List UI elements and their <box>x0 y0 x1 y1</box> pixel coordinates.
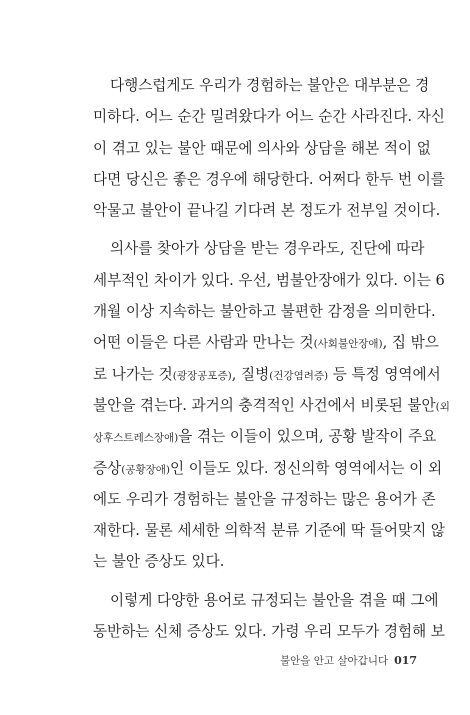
running-title: 불안을 안고 살아갑니다 <box>280 655 389 667</box>
text-line <box>93 421 437 452</box>
text-line: 재한다. 물론 세세한 의학적 분류 기준에 딱 들어맞지 않 <box>93 522 445 540</box>
text-line: 이 겪고 있는 불안 때문에 의사와 상담을 해본 적이 없 <box>93 139 431 157</box>
text-segment: , 집 밖으 <box>382 334 439 352</box>
text-line: 악물고 불안이 끝나길 기다려 본 정도가 전부일 것이다. <box>93 202 441 220</box>
text-segment: 등 특정 영역에서 <box>328 365 441 383</box>
text-line: 세부적인 차이가 있다. 우선, 범불안장애가 있다. 이는 6 <box>93 271 445 289</box>
text-line: 에도 우리가 경험하는 불안을 규정하는 많은 용어가 존 <box>93 490 436 508</box>
text-line <box>93 453 443 484</box>
text-line: 다면 당신은 좋은 경우에 해당한다. 어쩌다 한두 번 이를 <box>93 170 445 188</box>
text-segment: 로 나가는 것 <box>93 365 173 383</box>
text-line <box>93 327 439 358</box>
text-line: 다행스럽게도 우리가 경험하는 불안은 대부분은 경 <box>110 77 430 94</box>
diagnosis-note: (공황장애) <box>121 463 170 476</box>
text-segment: , 질병 <box>231 365 270 383</box>
text-line: 의사를 찾아가 상담을 받는 경우라도, 진단에 따라 <box>110 240 425 258</box>
diagnosis-note: (사회불안장애) <box>313 338 383 351</box>
text-line: 개월 이상 지속하는 불안하고 불편한 감정을 의미한다. <box>93 303 436 321</box>
diagnosis-note: (건강염려증) <box>269 369 329 382</box>
diagnosis-note: (광장공포증) <box>172 369 232 382</box>
text-line <box>93 390 450 421</box>
text-line <box>93 359 441 390</box>
text-segment: 증상 <box>93 459 122 477</box>
text-segment: 을 겪는 이들이 있으며, 공황 발작이 주요 <box>178 428 437 446</box>
text-segment: 불안을 겪는다. 과거의 충격적인 사건에서 비롯된 불안 <box>93 396 436 414</box>
text-segment: 인 이들도 있다. 정신의학 영역에서는 이 외 <box>169 459 443 477</box>
page-footer <box>280 653 418 668</box>
diagnosis-note: 상후스트레스장애) <box>93 432 179 445</box>
text-line: 미하다. 어느 순간 밀려왔다가 어느 순간 사라진다. 자신 <box>93 108 445 126</box>
diagnosis-note: (외 <box>435 400 450 413</box>
text-line: 는 불안 증상도 있다. <box>93 553 225 571</box>
body-text <box>93 70 450 647</box>
text-line: 이렇게 다양한 용어로 규정되는 불안을 겪을 때 그에 <box>110 591 439 609</box>
page-number: 017 <box>394 654 418 667</box>
text-segment: 어떤 이들은 다른 사람과 만나는 것 <box>93 334 314 352</box>
text-line: 동반하는 신체 증상도 있다. 가령 우리 모두가 경험해 보 <box>93 623 445 641</box>
